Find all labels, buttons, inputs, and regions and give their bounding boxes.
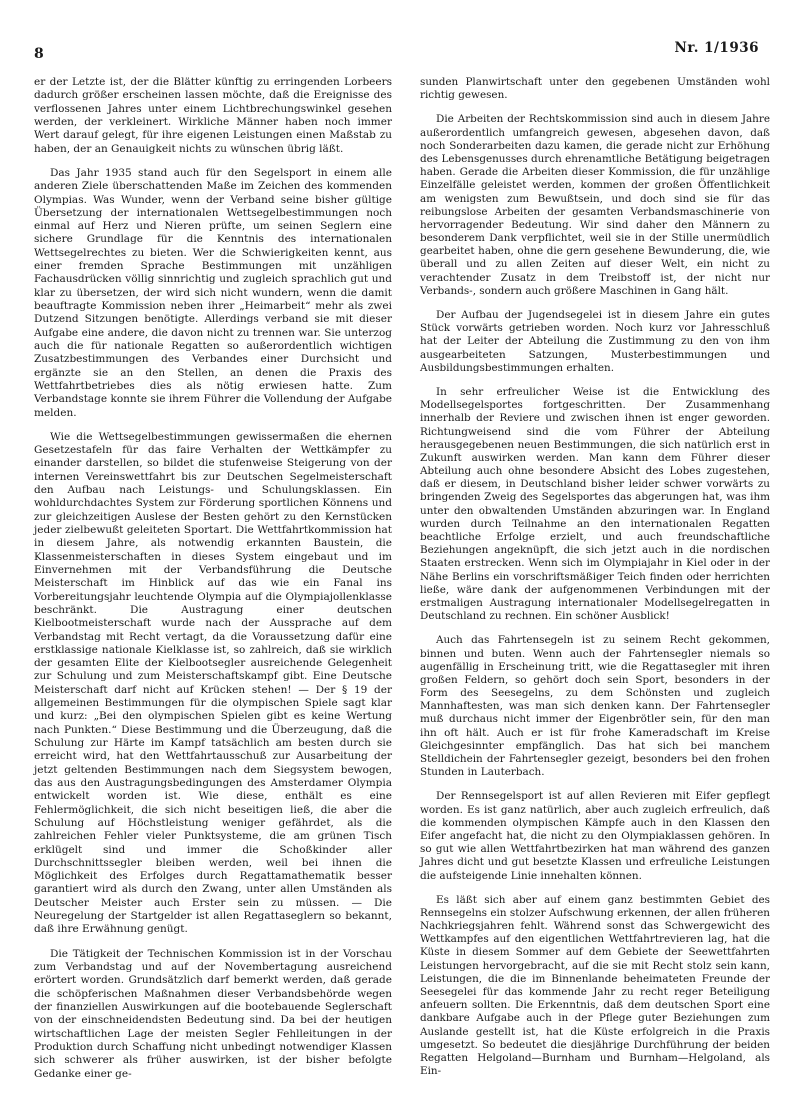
page-number: 8 <box>34 46 44 62</box>
paragraph: Das Jahr 1935 stand auch für den Segelsport in einem alle anderen Ziele überschattenden Maße im Zeichen des kommenden Olympias. Was Wunder, wenn der Verband seine bisher gültige Übersetzung der internationalen Wettsegelbestimmungen noch einmal auf Herz und Nieren prüfte, um seinen Seglern eine sichere Grundlage für die Kenntnis des internationalen Wettsegelrechtes zu bieten. Wer die Schwierigkeiten kennt, aus einer fremden Sprache Bestimmungen mit unzähligen Fachausdrücken völlig sinnrichtig und zugleich sprachlich gut und klar zu übersetzen, der wird sich nicht wundern, wenn die damit beauftragte Kommission neben ihrer „Heimarbeit“ mehr als zwei Dutzend Sitzungen benötigte. Allerdings verband sie mit dieser Aufgabe eine andere, die davon nicht zu trennen war. Sie unterzog auch die für nationale Regatten so außerordentlich wichtigen Zusatzbestimmungen des Verbandes einer Durchsicht und ergänzte sie an den Stellen, an denen die Praxis des Wettfahrtbetriebes dies als nötig erwiesen hatte. Zum Verbandstage konnte sie ihrem Führer die Vollendung der Aufgabe melden. <box>34 166 392 419</box>
left-column <box>34 76 392 1092</box>
paragraph: Es läßt sich aber auf einem ganz bestimmten Gebiet des Rennsegelns ein stolzer Aufschwung erkennen, der allen früheren Nachkriegsjahren fehlt. Während sonst das Schwergewicht des Wettkampfes auf den eigentlichen Wettfahrtrevieren lag, hat die Küste in diesem Sommer auf dem Gebiete der Seewettfahrten Leistungen hervorgebracht, auf die sie mit Recht stolz sein kann, Leistungen, die die im Binnenlande beheimateten Freunde der Seesegelei für das kommende Jahr zu recht reger Beteiligung anfeuern sollten. Die Erkenntnis, daß dem deutschen Sport eine dankbare Aufgabe auch in der Pflege guter Beziehungen zum Auslande gestellt ist, hat die Küste erfolgreich in die Praxis umgesetzt. So bedeutet die diesjährige Durchführung der beiden Regatten Helgoland—Burnham und Burnham—Helgoland, als Ein- <box>420 893 770 1078</box>
paragraph: er der Letzte ist, der die Blätter künftig zu erringenden Lorbeers dadurch größer erscheinen lassen möchte, daß die Ereignisse des verflossenen Jahres unter einem Lichtbrechungswinkel gesehen werden, der verkleinert. Wirkliche Männer haben noch immer Wert darauf gelegt, für ihre eigenen Leistungen einen Maßstab zu haben, der an Genauigkeit nichts zu wünschen übrig läßt. <box>34 76 392 155</box>
paragraph: Der Rennsegelsport ist auf allen Revieren mit Eifer gepflegt worden. Es ist ganz natürlich, aber auch zugleich erfreulich, daß die kommenden olympischen Kämpfe auch in den Klassen den Eifer angefacht hat, die nicht zu den Olympiaklassen gehören. In so gut wie allen Wettfahrtbezirken hat man während des ganzen Jahres dicht und gut besetzte Klassen und erfreuliche Leistungen die aufsteigende Linie innehalten können. <box>420 790 770 882</box>
right-column <box>420 76 770 1089</box>
paragraph: Der Aufbau der Jugendsegelei ist in diesem Jahre ein gutes Stück vorwärts getrieben worden. Noch kurz vor Jahresschluß hat der Leiter der Abteilung die Zustimmung zu den von ihm ausgearbeiteten Satzungen, Musterbestimmungen und Ausbildungsbestimmungen erhalten. <box>420 309 770 374</box>
paragraph: Auch das Fahrtensegeln ist zu seinem Recht gekommen, binnen und buten. Wenn auch der Fahrtensegler niemals so augenfällig in Erscheinung tritt, wie die Regattasegler mit ihren großen Feldern, so gehört doch sein Sport, besonders in der Form des Seesegelns, zu dem Schönsten und zugleich Mannhaftesten, was man sich denken kann. Der Fahrtensegler muß durchaus nicht immer der Eigenbrötler sein, für den man ihn oft hält. Auch er ist für frohe Kameradschaft im Kreise Gleichgesinnter empfänglich. Das hat sich bei manchem Stelldichein der Fahrtensegler gezeigt, besonders bei den frohen Stunden in Lauterbach. <box>420 634 770 779</box>
issue-number: Nr. 1/1936 <box>674 40 759 56</box>
paragraph: sunden Planwirtschaft unter den gegebenen Umständen wohl richtig gewesen. <box>420 76 770 102</box>
paragraph: Die Tätigkeit der Technischen Kommission ist in der Vorschau zum Verbandstag und auf der Novembertagung ausreichend erörtert worden. Grundsätzlich darf bemerkt werden, daß gerade die schöpferischen Maßnahmen dieser Verbandsbehörde wegen der finanziellen Auswirkungen auf die bootebauende Seglerschaft von der einschneidendsten Bedeutung sind. Da bei der heutigen wirtschaftlichen Lage der meisten Segler Fehlleitungen in der Produktion durch Schaffung nicht unbedingt notwendiger Klassen sich schwerer als früher auswirken, ist der bisher befolgte Gedanke einer ge- <box>34 947 392 1080</box>
paragraph: Wie die Wettsegelbestimmungen gewissermaßen die ehernen Gesetzestafeln für das faire Verhalten der Wettkämpfer zu einander darstellen, so bildet die stufenweise Steigerung von der internen Vereinswettfahrt bis zur Deutschen Segelmeisterschaft den Aufbau nach Leistungs- und Schulungsklassen. Ein wohldurchdachtes System zur Förderung sportlichen Könnens und zur gleichzeitigen Auslese der Besten gehört zu den Kernstücken jeder zielbewußt geleiteten Sportart. Die Wettfahrtkommission hat in diesem Jahre, als notwendig erkannten Baustein, die Klassenmeisterschaften in dieses System eingebaut und im Einvernehmen mit der Verbandsführung die Deutsche Meisterschaft im Hinblick auf das wie ein Fanal ins Vorbereitungsjahr leuchtende Olympia auf die Olympiajollenklasse beschränkt. Die Austragung einer deutschen Kielbootmeisterschaft wurde nach der Aussprache auf dem Verbandstag mit Recht vertagt, da die Voraussetzung dafür eine erstklassige nationale Kielklasse ist, so zahlreich, daß sie wirklich der gesamten Elite der Kielbootsegler ausreichende Gelegenheit zur Schulung und zum Meisterschaftskampf gibt. Eine Deutsche Meisterschaft darf nicht auf Krücken stehen! — Der § 19 der allgemeinen Bestimmungen für die olympischen Spiele sagt klar und kurz: „Bei den olympischen Spielen gibt es keine Wertung nach Punkten.“ Diese Bestimmung und die Überzeugung, daß die Schulung zur Härte im Kampf tatsächlich am besten durch sie erreicht wird, hat den Wettfahrtausschuß zur Ausarbeitung der jetzt geltenden Bestimmungen nach dem Siegsystem bewogen, das aus den Austragungsbedingungen des Amsterdamer Olympia entwickelt worden ist. Wie diese, enthält es eine Fehlermöglichkeit, die sich nicht beseitigen ließ, die aber die Schulung auf Höchstleistung weniger gefährdet, als die zahlreichen Fehler vieler Punktsysteme, die am grünen Tisch erklügelt sind und immer die Schoßkinder aller Durchschnittssegler bleiben werden, weil bei ihnen die Möglichkeit des Erfolges durch Regattamathematik besser garantiert wird als durch den Zwang, unter allen Umständen als Deutscher Meister auch Erster sein zu müssen. — Die Neuregelung der Startgelder ist allen Regattaseglern so bekannt, daß ihre Erwähnung genügt. <box>34 430 392 936</box>
paragraph: In sehr erfreulicher Weise ist die Entwicklung des Modellsegelsportes fortgeschritten. Der Zusammenhang innerhalb der Reviere und zwischen ihnen ist enger geworden. Richtungweisend sind die vom Führer der Abteilung herausgegebenen neuen Bestimmungen, die sich natürlich erst in Zukunft auswirken werden. Man kann dem Führer dieser Abteilung auch ohne besondere Absicht des Lobes zugestehen, daß er diesem, in Deutschland bisher leider schwer vorwärts zu bringenden Zweig des Segelsportes das abgerungen hat, was ihm unter den obwaltenden Umständen abzuringen war. In England wurden durch Teilnahme an den internationalen Regatten beachtliche Erfolge erzielt, und auch freundschaftliche Beziehungen angeknüpft, die sich jetzt auch in die nordischen Staaten erstrecken. Wenn sich im Olympiajahr in Kiel oder in der Nähe Berlins ein vorschriftsmäßiger Teich finden oder herrichten ließe, wäre dank der aufgenommenen Verbindungen mit der erstmaligen Austragung internationaler Modellsegelregatten in Deutschland zu rechnen. Ein schöner Ausblick! <box>420 385 770 623</box>
paragraph: Die Arbeiten der Rechtskommission sind auch in diesem Jahre außerordentlich umfangreich gewesen, abgesehen davon, daß noch Sonderarbeiten dazu kamen, die gerade nicht zur Erhöhung des Lebensgenusses durch ehrenamtliche Betätigung beigetragen haben. Gerade die Arbeiten dieser Kommission, die für unzählige Einzelfälle geleistet werden, kommen der großen Öffentlichkeit am wenigsten zum Bewußtsein, und doch sind sie für das reibungslose Arbeiten der gesamten Verbandsmaschinerie von hervorragender Bedeutung. Wir sind daher den Männern zu besonderem Dank verpflichtet, weil sie in der Stille unermüdlich gearbeitet haben, ohne die gern gesehene Bewunderung, die, wie überall und zu allen Zeiten auf dieser Welt, ein nicht zu verachtender Zusatz in dem Treibstoff ist, der nicht nur Verbands-, sondern auch größere Maschinen in Gang hält. <box>420 113 770 297</box>
